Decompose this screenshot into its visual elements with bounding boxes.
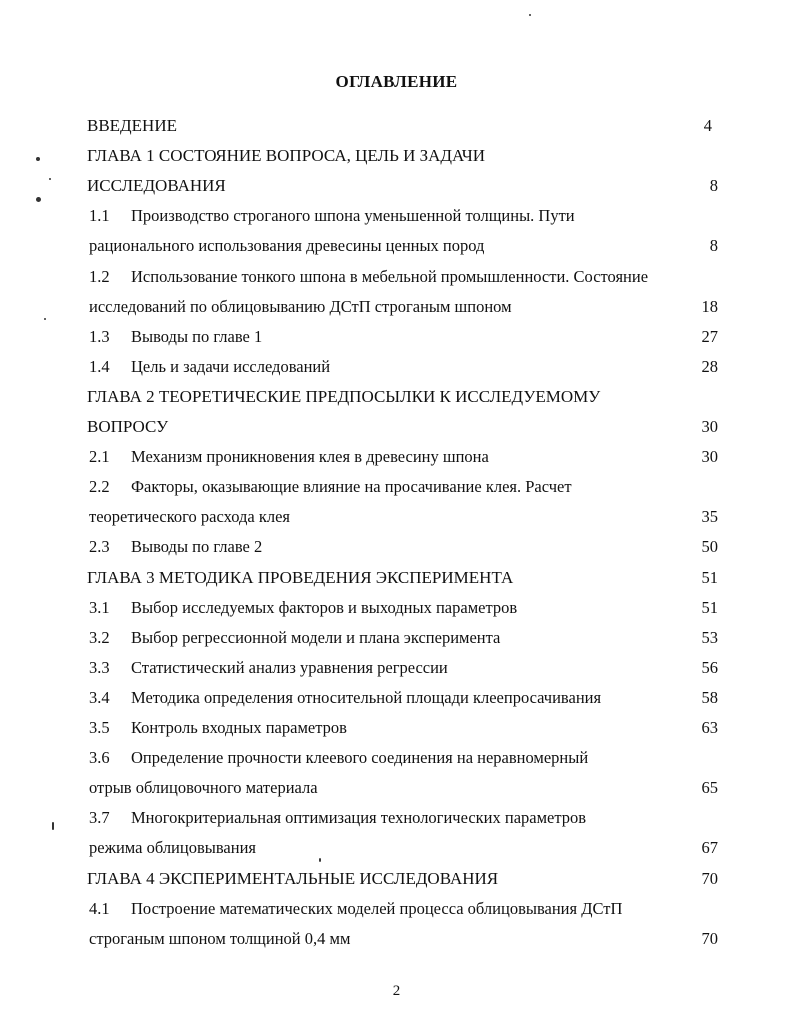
toc-section-number: 3.4 [89,688,110,707]
toc-section-number: 3.5 [89,718,110,737]
toc-page-number: 50 [701,537,718,556]
toc-section-title: Выбор исследуемых факторов и выходных параметров [131,598,518,617]
toc-line [0,295,793,319]
toc-page-number: 35 [701,507,718,526]
toc-page-number: 67 [701,838,718,857]
toc-section-number: 1.3 [89,327,110,346]
toc-line [0,475,793,499]
toc-section-number: 1.1 [89,206,110,225]
toc-line [0,836,793,860]
toc-line [0,505,793,529]
toc-section-title: Выбор регрессионной модели и плана эксперимента [131,628,501,647]
toc-chapter-title: ГЛАВА 2 ТЕОРЕТИЧЕСКИЕ ПРЕДПОСЫЛКИ К ИССЛЕДУЕМОМУ [87,387,601,406]
toc-section-title: Контроль входных параметров [131,718,347,737]
toc-chapter-title: ВВЕДЕНИЕ [87,116,177,135]
toc-section-title: Многокритериальная оптимизация технологических параметров [131,808,587,827]
toc-line [0,746,793,770]
toc-page-number: 27 [701,327,718,346]
toc-page-number: 51 [701,568,718,587]
toc-page-number: 58 [701,688,718,707]
toc-section-number: 3.3 [89,658,110,677]
toc-line [0,325,793,349]
toc-chapter-title: ГЛАВА 4 ЭКСПЕРИМЕНТАЛЬНЫЕ ИССЛЕДОВАНИЯ [87,869,499,888]
toc-line [0,566,793,590]
scan-speck [49,178,51,180]
scan-speck [529,14,531,16]
toc-section-title: Использование тонкого шпона в мебельной промышленности. Состояние [131,267,649,286]
toc-line [0,415,793,439]
toc-section-title: Механизм проникновения клея в древесину шпона [131,447,489,466]
toc-page-number: 30 [701,447,718,466]
toc-section-number: 3.6 [89,748,110,767]
toc-page-number: 65 [701,778,718,797]
scan-speck [44,318,46,320]
toc-chapter-title: ИССЛЕДОВАНИЯ [87,176,226,195]
toc-section-title-continued: исследований по облицовыванию ДСтП строганым шпоном [89,297,512,316]
toc-section-number: 2.3 [89,537,110,556]
toc-section-title: Цель и задачи исследований [131,357,331,376]
toc-line [0,234,793,258]
scan-speck [319,858,321,862]
toc-page-number: 8 [709,236,718,255]
toc-section-title: Выводы по главе 2 [131,537,263,556]
toc-section-number: 1.2 [89,267,110,286]
toc-chapter-title: ГЛАВА 3 МЕТОДИКА ПРОВЕДЕНИЯ ЭКСПЕРИМЕНТА [87,568,514,587]
toc-line [0,897,793,921]
toc-section-title: Методика определения относительной площади клеепросачивания [131,688,602,707]
toc-section-title: Определение прочности клеевого соединения на неравномерный [131,748,589,767]
toc-section-number: 1.4 [89,357,110,376]
toc-line [0,927,793,951]
toc-line [0,535,793,559]
toc-section-number: 2.2 [89,477,110,496]
toc-line [0,806,793,830]
toc-line [0,385,793,409]
toc-chapter-title: ВОПРОСУ [87,417,169,436]
toc-page-number: 28 [701,357,718,376]
toc-section-title: Выводы по главе 1 [131,327,263,346]
toc-line [0,867,793,891]
toc-line [0,596,793,620]
toc-section-number: 3.2 [89,628,110,647]
toc-section-number: 2.1 [89,447,110,466]
toc-line [0,204,793,228]
toc-section-title: Факторы, оказывающие влияние на просачивание клея. Расчет [131,477,572,496]
toc-section-title-continued: строганым шпоном толщиной 0,4 мм [89,929,351,948]
page-number: 2 [392,983,401,999]
toc-line [0,114,793,138]
toc-page-number: 8 [709,176,718,195]
toc-section-number: 3.7 [89,808,110,827]
toc-line [0,144,793,168]
toc-page-number: 70 [701,929,718,948]
toc-page-number: 51 [701,598,718,617]
toc-section-title-continued: режима облицовывания [89,838,256,857]
toc-chapter-title: ГЛАВА 1 СОСТОЯНИЕ ВОПРОСА, ЦЕЛЬ И ЗАДАЧИ [87,146,486,165]
toc-section-title-continued: отрыв облицовочного материала [89,778,318,797]
scan-speck [36,197,41,202]
toc-page-number: 56 [701,658,718,677]
toc-line [0,265,793,289]
toc-page-number: 53 [701,628,718,647]
toc-line [0,626,793,650]
scan-speck [52,822,54,830]
toc-section-number: 3.1 [89,598,110,617]
page-title: ОГЛАВЛЕНИЕ [335,72,458,91]
toc-section-title-continued: теоретического расхода клея [89,507,290,526]
toc-page-number: 18 [701,297,718,316]
toc-page-number: 30 [701,417,718,436]
scan-speck [36,157,40,161]
toc-section-title: Построение математических моделей процесса облицовывания ДСтП [131,899,623,918]
toc-line [0,776,793,800]
toc-line [0,686,793,710]
toc-page-number: 63 [701,718,718,737]
toc-line [0,445,793,469]
toc-page-number: 70 [701,869,718,888]
toc-line [0,716,793,740]
toc-section-number: 4.1 [89,899,110,918]
toc-line [0,656,793,680]
toc-line [0,174,793,198]
toc-page-number: 4 [703,116,712,135]
toc-section-title: Статистический анализ уравнения регрессии [131,658,448,677]
toc-section-title: Производство строганого шпона уменьшенной толщины. Пути [131,206,575,225]
toc-line [0,355,793,379]
toc-section-title-continued: рационального использования древесины ценных пород [89,236,485,255]
